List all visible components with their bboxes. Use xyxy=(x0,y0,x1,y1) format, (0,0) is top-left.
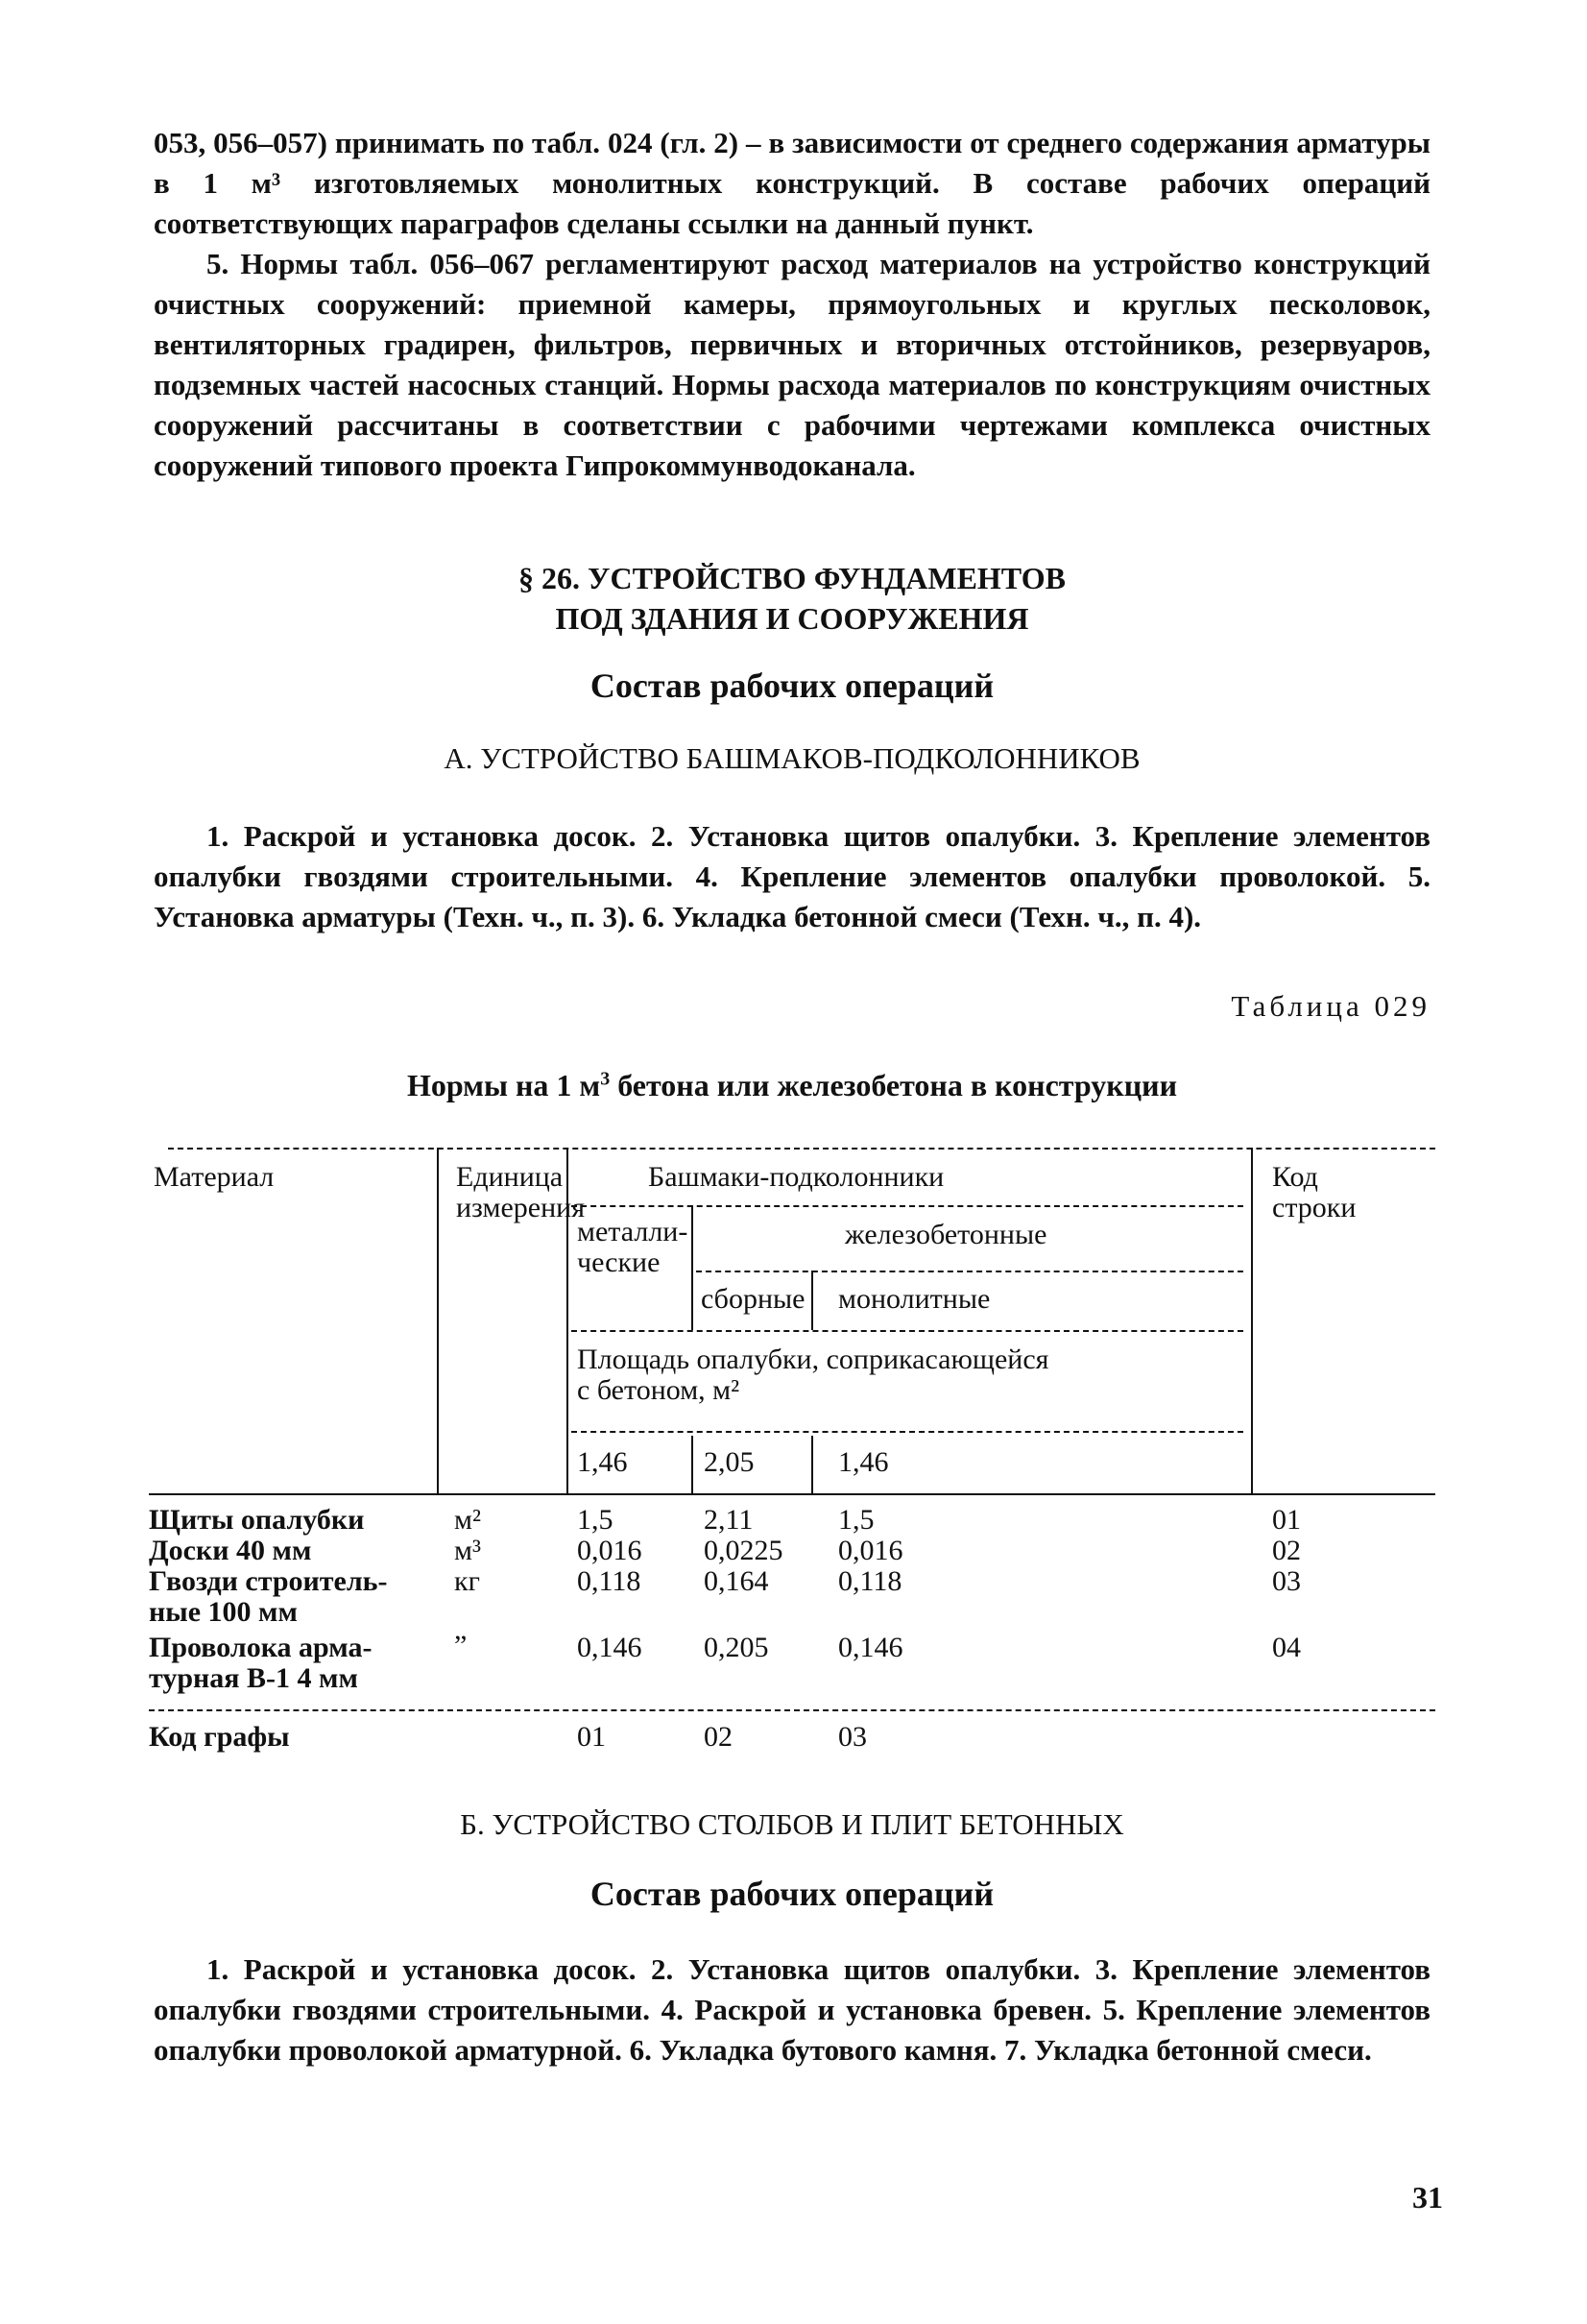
footer-label: Код графы xyxy=(149,1721,290,1753)
header-unit-2: измерения xyxy=(456,1192,586,1223)
row-1-value-1: 1,5 xyxy=(577,1504,613,1536)
table-caption xyxy=(154,1066,1431,1104)
intro-paragraph-1: 053, 056–057) принимать по табл. 024 (гл. 2) – в зависимости от среднего содержания арматуры в 1 м³ изготовляемых монолитных конструкций. В составе рабочих операций соответствующих параграфов сделаны ссылки на данный пункт. xyxy=(154,126,1431,240)
table-rule-rc xyxy=(696,1271,1243,1272)
row-1-value-2: 2,11 xyxy=(704,1504,754,1536)
row-1-code: 01 xyxy=(1272,1504,1301,1536)
row-3-unit: кг xyxy=(454,1565,480,1597)
row-2-code: 02 xyxy=(1272,1535,1301,1566)
table-header-bottom-rule xyxy=(149,1493,1435,1495)
intro-paragraph-2: 5. Нормы табл. 056–067 регламентируют расход материалов на устройство конструкций очистных сооружений: приемной камеры, прямоугольных и круглых песколовок, вентиляторных градирен, фильтров, первичных и вторичных отстойников, резервуаров, подземных частей насосных станций. Нормы расхода материалов по конструкциям очистных сооружений рассчитаны в соответствии с рабочими чертежами комплекса очистных сооружений типового проекта Гипрокоммунводоканала. xyxy=(154,247,1431,482)
row-4-value-3: 0,146 xyxy=(838,1632,903,1663)
table-rule-sub xyxy=(571,1330,1243,1332)
area-mono: 1,46 xyxy=(838,1446,889,1478)
row-1-unit: м² xyxy=(454,1504,481,1536)
row-3-value-1: 0,118 xyxy=(577,1565,641,1597)
header-area-2: с бетоном, м² xyxy=(577,1374,740,1406)
table-vline-prefab xyxy=(811,1271,813,1330)
row-2-value-3: 0,016 xyxy=(838,1535,903,1566)
row-1-value-3: 1,5 xyxy=(838,1504,875,1536)
table-top-rule xyxy=(168,1148,1435,1150)
header-prefab: сборные xyxy=(701,1283,806,1315)
row-4-name-2: турная В-1 4 мм xyxy=(149,1662,358,1694)
row-4-value-1: 0,146 xyxy=(577,1632,642,1663)
header-rc: железобетонные xyxy=(845,1219,1047,1250)
table-vline-metal xyxy=(691,1205,693,1330)
header-code-1: Код xyxy=(1272,1161,1318,1193)
operations-heading-a: Состав рабочих операций xyxy=(589,666,995,705)
header-area-1: Площадь опалубки, соприкасающейся xyxy=(577,1344,1049,1375)
table-caption-sup: 3 xyxy=(600,1068,611,1090)
subsection-b-title: Б. УСТРОЙСТВО СТОЛБОВ И ПЛИТ БЕТОННЫХ xyxy=(460,1807,1124,1841)
table-number: Таблица 029 xyxy=(1231,989,1431,1023)
header-metal-1: металли- xyxy=(577,1216,688,1247)
row-4-code: 04 xyxy=(1272,1632,1301,1663)
footer-code-2: 02 xyxy=(704,1721,733,1753)
operations-a-text: 1. Раскрой и установка досок. 2. Установка щитов опалубки. 3. Крепление элементов опалубки гвоздями строительными. 4. Крепление элементов опалубки проволокой. 5. Установка арматуры (Техн. ч., п. 3). 6. Укладка бетонной смеси (Техн. ч., п. 4). xyxy=(154,819,1431,933)
row-3-name-1: Гвозди строитель- xyxy=(149,1565,388,1597)
table-footer-rule xyxy=(149,1709,1435,1711)
footer-code-1: 01 xyxy=(577,1721,606,1753)
header-unit-1: Единица xyxy=(456,1161,564,1193)
header-group: Башмаки-подколонники xyxy=(648,1161,945,1193)
footer-code-3: 03 xyxy=(838,1721,867,1753)
row-2-value-1: 0,016 xyxy=(577,1535,642,1566)
table-caption-pre: Нормы на 1 м xyxy=(406,1068,601,1102)
row-3-code: 03 xyxy=(1272,1565,1301,1597)
area-metal: 1,46 xyxy=(577,1446,628,1478)
row-3-value-2: 0,164 xyxy=(704,1565,769,1597)
row-4-name-1: Проволока арма- xyxy=(149,1632,373,1663)
row-2-unit: м³ xyxy=(454,1535,481,1566)
table-caption-post: бетона или железобетона в конструкции xyxy=(610,1068,1178,1102)
table-vline-area-1 xyxy=(691,1436,693,1493)
section-title-line-1: § 26. УСТРОЙСТВО ФУНДАМЕНТОВ xyxy=(518,561,1066,595)
row-2-name: Доски 40 мм xyxy=(149,1535,312,1566)
row-4-value-2: 0,205 xyxy=(704,1632,769,1663)
row-3-name-2: ные 100 мм xyxy=(149,1596,298,1628)
header-code-2: строки xyxy=(1272,1192,1357,1223)
norms-table xyxy=(149,1148,1435,1781)
subsection-a-title: А. УСТРОЙСТВО БАШМАКОВ-ПОДКОЛОННИКОВ xyxy=(444,741,1141,775)
area-prefab: 2,05 xyxy=(704,1446,755,1478)
header-metal-2: ческие xyxy=(577,1247,661,1278)
section-title-line-2: ПОД ЗДАНИЯ И СООРУЖЕНИЯ xyxy=(555,601,1029,636)
row-1-name: Щиты опалубки xyxy=(149,1504,365,1536)
table-vline-unit xyxy=(437,1148,439,1493)
row-2-value-2: 0,0225 xyxy=(704,1535,783,1566)
page-number: 31 xyxy=(1412,2180,1443,2215)
table-vline-area-2 xyxy=(811,1436,813,1493)
operations-b-text: 1. Раскрой и установка досок. 2. Установка щитов опалубки. 3. Крепление элементов опалубки гвоздями строительными. 4. Раскрой и установка бревен. 5. Крепление элементов опалубки проволокой арматурной. 6. Укладка бутового камня. 7. Укладка бетонной смеси. xyxy=(154,1952,1431,2067)
header-mono: монолитные xyxy=(838,1283,991,1315)
table-rule-area xyxy=(571,1431,1243,1433)
row-4-unit: ” xyxy=(454,1630,468,1661)
header-material: Материал xyxy=(154,1161,275,1193)
operations-heading-b: Состав рабочих операций xyxy=(589,1875,995,1913)
row-3-value-3: 0,118 xyxy=(838,1565,902,1597)
table-vline-code xyxy=(1251,1148,1253,1493)
table-rule-group xyxy=(571,1205,1243,1207)
